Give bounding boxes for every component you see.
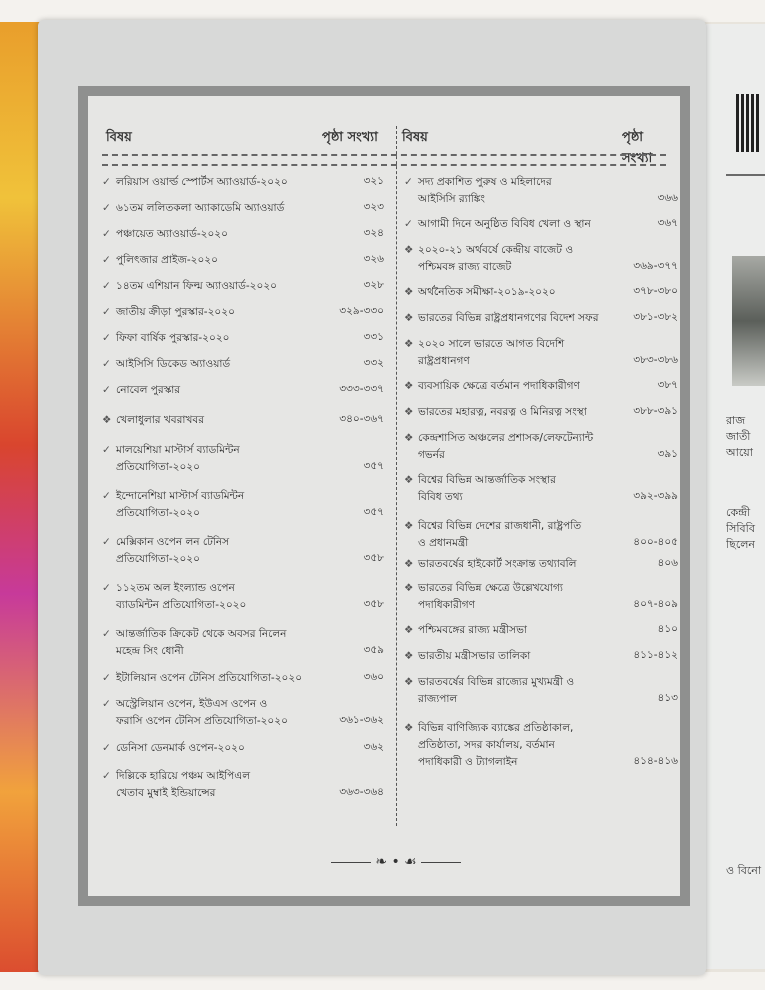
toc-entry bbox=[102, 740, 245, 757]
toc-entry-title: কেন্দ্রশাসিত অঞ্চলের প্রশাসক/লেফটেন্যান্ট bbox=[418, 432, 594, 444]
toc-page-number: ৩৬৩-৩৬৪ bbox=[339, 786, 384, 798]
toc-entry-title: ভারতের বিভিন্ন ক্ষেত্রে উল্লেখযোগ্য bbox=[418, 582, 563, 594]
toc-page-number: ৩৬১-৩৬২ bbox=[339, 714, 384, 726]
toc-page-number: ৩২৪ bbox=[363, 227, 384, 239]
diamond-bullet-icon: ❖ bbox=[404, 244, 414, 256]
toc-page-number: ৩৮৭ bbox=[657, 379, 678, 391]
toc-entry-title: পশ্চিমবঙ্গের রাজ্য মন্ত্রীসভা bbox=[418, 624, 527, 636]
diamond-bullet-icon: ❖ bbox=[404, 624, 414, 636]
toc-page-number: ৩৬২ bbox=[363, 741, 384, 753]
fragment-text: আয়ো bbox=[726, 446, 753, 459]
toc-entry bbox=[102, 580, 246, 614]
check-bullet-icon: ✓ bbox=[102, 628, 111, 640]
contents-frame bbox=[78, 86, 690, 906]
header-right-subject: বিষয় bbox=[402, 130, 428, 145]
toc-page-number: ৩২৬ bbox=[363, 253, 384, 265]
toc-page-number: ৩৪০-৩৬৭ bbox=[339, 413, 384, 425]
toc-entry bbox=[404, 720, 573, 771]
toc-page-number: ৩৬৯-৩৭৭ bbox=[633, 260, 678, 272]
diamond-bullet-icon: ❖ bbox=[102, 414, 112, 426]
toc-entry bbox=[404, 648, 530, 665]
toc-entry bbox=[404, 378, 580, 395]
check-bullet-icon: ✓ bbox=[102, 384, 111, 396]
toc-entry-title: প্রতিযোগিতা-২০২০ bbox=[116, 461, 200, 473]
ornament-glyph: ❧ • ☙ bbox=[375, 854, 417, 870]
adjacent-page-photo bbox=[732, 256, 765, 386]
toc-page-number: ৪১৪-৪১৬ bbox=[633, 755, 678, 767]
diamond-bullet-icon: ❖ bbox=[404, 338, 414, 350]
adjacent-page bbox=[706, 24, 765, 969]
diamond-bullet-icon: ❖ bbox=[404, 286, 414, 298]
toc-entry-title: ডেনিসা ডেনমার্ক ওপেন-২০২০ bbox=[116, 742, 245, 754]
toc-entry-title: ভারতবর্ষের বিভিন্ন রাজ্যের মুখ্যমন্ত্রী ও bbox=[418, 676, 575, 688]
check-bullet-icon: ✓ bbox=[404, 176, 413, 188]
diamond-bullet-icon: ❖ bbox=[404, 312, 414, 324]
toc-entry-title: পদাধিকারী ও ট্যাগলাইন bbox=[418, 756, 518, 768]
ornament bbox=[326, 854, 466, 870]
header-left-subject: বিষয় bbox=[106, 130, 132, 145]
check-bullet-icon: ✓ bbox=[102, 536, 111, 548]
fragment-text: সিবিবি bbox=[726, 522, 755, 535]
header-left-page: পৃষ্ঠা সংখ্যা bbox=[322, 130, 378, 145]
header-right-page: পৃষ্ঠা সংখ্যা bbox=[622, 130, 653, 166]
toc-entry-title: বিভিন্ন বাণিজ্যিক ব্যাঙ্কের প্রতিষ্ঠাকাল, bbox=[418, 722, 574, 734]
toc-entry-title: পুলিৎজার প্রাইজ-২০২০ bbox=[116, 254, 218, 266]
toc-page-number: ৩৩৩-৩৩৭ bbox=[339, 383, 384, 395]
toc-page-number: ৩৫৭ bbox=[363, 460, 384, 472]
toc-entry bbox=[404, 284, 556, 301]
toc-entry-title: ব্যাডমিন্টন প্রতিযোগিতা-২০২০ bbox=[116, 599, 247, 611]
toc-entry bbox=[404, 242, 573, 276]
toc-entry-title: ভারতের বিভিন্ন রাষ্ট্রপ্রধানগণের বিদেশ সফর bbox=[418, 312, 599, 324]
toc-entry bbox=[404, 622, 527, 639]
diamond-bullet-icon: ❖ bbox=[404, 520, 414, 532]
toc-entry-title: মহেন্দ্র সিং ধোনী bbox=[116, 645, 184, 657]
fragment-text: কেন্দ্রী bbox=[726, 506, 751, 519]
diamond-bullet-icon: ❖ bbox=[404, 650, 414, 662]
toc-entry bbox=[404, 216, 591, 233]
toc-entry-title: ও প্রধানমন্ত্রী bbox=[418, 537, 469, 549]
toc-entry-title: ১৪তম এশিয়ান ফিল্ম অ্যাওয়ার্ড-২০২০ bbox=[116, 280, 277, 292]
toc-entry bbox=[102, 534, 229, 568]
toc-entry-title: দিল্লিকে হারিয়ে পঞ্চম আইপিএল bbox=[116, 770, 251, 782]
toc-page-number: ৩৯২-৩৯৯ bbox=[633, 490, 678, 502]
toc-entry bbox=[404, 430, 593, 464]
toc-page-number: ৩৩১ bbox=[363, 331, 384, 343]
toc-entry-title: ভারতের মহারত্ন, নবরত্ন ও মিনিরত্ন সংস্থা bbox=[418, 406, 587, 418]
toc-page-number: ৪০৬ bbox=[657, 557, 678, 569]
check-bullet-icon: ✓ bbox=[102, 280, 111, 292]
toc-entry bbox=[404, 580, 563, 614]
toc-entry-title: পঞ্চায়েত অ্যাওয়ার্ড-২০২০ bbox=[116, 228, 228, 240]
toc-entry bbox=[102, 442, 240, 476]
toc-page-number: ৩৫৮ bbox=[363, 598, 384, 610]
diamond-bullet-icon: ❖ bbox=[404, 432, 414, 444]
toc-entry-title: প্রতিযোগিতা-২০২০ bbox=[116, 553, 200, 565]
column-divider bbox=[396, 126, 397, 826]
toc-entry bbox=[102, 768, 250, 802]
toc-entry-title: বিশ্বের বিভিন্ন দেশের রাজধানী, রাষ্ট্রপতি bbox=[418, 520, 582, 532]
ornament-rule bbox=[331, 862, 371, 863]
check-bullet-icon: ✓ bbox=[102, 698, 111, 710]
toc-page-number: ৩৫৭ bbox=[363, 506, 384, 518]
toc-entry-title: ভারতবর্ষের হাইকোর্ট সংক্রান্ত তথ্যাবলি bbox=[418, 558, 577, 570]
toc-entry bbox=[102, 330, 229, 347]
toc-entry-title: প্রতিযোগিতা-২০২০ bbox=[116, 507, 200, 519]
check-bullet-icon: ✓ bbox=[102, 444, 111, 456]
toc-entry bbox=[102, 304, 235, 321]
toc-page-number: ৩৩২ bbox=[363, 357, 384, 369]
background-fabric bbox=[0, 0, 40, 990]
check-bullet-icon: ✓ bbox=[102, 176, 111, 188]
toc-entry bbox=[404, 518, 581, 552]
toc-entry bbox=[404, 556, 576, 573]
toc-entry-title: ৬১তম ললিতকলা অ্যাকাডেমি অ্যাওয়ার্ড bbox=[116, 202, 285, 214]
check-bullet-icon: ✓ bbox=[102, 332, 111, 344]
ornament-rule bbox=[421, 862, 461, 863]
toc-entry bbox=[404, 336, 564, 370]
toc-entry-title: বিবিধ তথ্য bbox=[418, 491, 463, 503]
toc-page-number: ৪০৭-৪০৯ bbox=[633, 598, 678, 610]
toc-entry-title: অর্থনৈতিক সমীক্ষা-২০১৯-২০২০ bbox=[418, 286, 556, 298]
toc-page-number: ৩৮৮-৩৯১ bbox=[633, 405, 678, 417]
toc-entry bbox=[404, 404, 587, 421]
toc-page-number: ৩২৯-৩৩০ bbox=[339, 305, 384, 317]
toc-page-number: ৪১৩ bbox=[657, 692, 678, 704]
toc-entry-title: লরিয়াস ওয়ার্ল্ড স্পোর্টস অ্যাওয়ার্ড-২০২০ bbox=[116, 176, 288, 188]
qr-code-fragment bbox=[736, 94, 760, 152]
check-bullet-icon: ✓ bbox=[102, 306, 111, 318]
fragment-text: রাজ bbox=[726, 414, 746, 427]
fragment-text: ছিলেন bbox=[726, 538, 755, 551]
toc-entry bbox=[102, 696, 288, 730]
check-bullet-icon: ✓ bbox=[102, 228, 111, 240]
toc-entry-title: জাতীয় ক্রীড়া পুরস্কার-২০২০ bbox=[116, 306, 235, 318]
toc-page-number: ৩৬৭ bbox=[657, 217, 678, 229]
toc-entry bbox=[102, 412, 204, 429]
toc-entry-title: খেতাব মুম্বাই ইন্ডিয়ান্সের bbox=[116, 787, 216, 799]
toc-entry-title: নোবেল পুরস্কার bbox=[116, 384, 181, 396]
check-bullet-icon: ✓ bbox=[102, 358, 111, 370]
toc-page-number: ৩২৮ bbox=[363, 279, 384, 291]
toc-entry-title: মালয়েশিয়া মাস্টার্স ব্যাডমিন্টন bbox=[116, 444, 240, 456]
toc-page-number: ৪১১-৪১২ bbox=[633, 649, 678, 661]
toc-entry-title: খেলাধুলার খবরাখবর bbox=[116, 414, 204, 426]
toc-entry-title: ১১২তম অল ইংল্যান্ড ওপেন bbox=[116, 582, 235, 594]
background-top bbox=[0, 0, 765, 22]
toc-entry bbox=[102, 174, 288, 191]
toc-entry-title: আইসিসি ডিকেড অ্যাওয়ার্ড bbox=[116, 358, 231, 370]
toc-entry-title: পশ্চিমবঙ্গ রাজ্য বাজেট bbox=[418, 261, 512, 273]
toc-page-number: ৩৬০ bbox=[363, 671, 384, 683]
toc-entry-title: ফিফা বার্ষিক পুরস্কার-২০২০ bbox=[116, 332, 230, 344]
toc-page-number: ৩৮৩-৩৮৬ bbox=[633, 354, 678, 366]
toc-entry-title: রাজ্যপাল bbox=[418, 693, 458, 705]
toc-page-number: ৪১০ bbox=[657, 623, 678, 635]
toc-page-number: ৩৬৬ bbox=[657, 192, 678, 204]
toc-entry-title: আইসিসি র‍্যাঙ্কিং bbox=[418, 193, 485, 205]
toc-entry bbox=[102, 278, 277, 295]
header-rule bbox=[102, 154, 666, 166]
fragment-text: জাতী bbox=[726, 430, 751, 443]
diamond-bullet-icon: ❖ bbox=[404, 676, 414, 688]
toc-entry bbox=[102, 670, 302, 687]
toc-entry-title: আগামী দিনে অনুষ্ঠিত বিবিধ খেলা ও স্থান bbox=[418, 218, 591, 230]
toc-entry-title: বিশ্বের বিভিন্ন আন্তর্জাতিক সংস্থার bbox=[418, 474, 556, 486]
toc-entry bbox=[102, 626, 286, 660]
check-bullet-icon: ✓ bbox=[102, 672, 111, 684]
check-bullet-icon: ✓ bbox=[102, 582, 111, 594]
toc-entry bbox=[102, 356, 230, 373]
toc-entry bbox=[404, 310, 599, 327]
toc-entry bbox=[404, 472, 556, 506]
check-bullet-icon: ✓ bbox=[102, 770, 111, 782]
toc-page-number: ৩২১ bbox=[363, 175, 384, 187]
check-bullet-icon: ✓ bbox=[102, 202, 111, 214]
toc-entry-title: ভারতীয় মন্ত্রীসভার তালিকা bbox=[418, 650, 531, 662]
toc-entry-title: গভর্নর bbox=[418, 449, 445, 461]
diamond-bullet-icon: ❖ bbox=[404, 558, 414, 570]
toc-entry-title: ২০২০-২১ অর্থবর্ষে কেন্দ্রীয় বাজেট ও bbox=[418, 244, 574, 256]
toc-entry bbox=[102, 382, 180, 399]
toc-entry bbox=[102, 252, 218, 269]
toc-page-number: ৩২৩ bbox=[363, 201, 384, 213]
toc-page-number: ৩৭৮-৩৮০ bbox=[633, 285, 678, 297]
toc-page-number: ৪০০-৪০৫ bbox=[633, 536, 678, 548]
fragment-text: ও বিনো bbox=[726, 864, 762, 877]
check-bullet-icon: ✓ bbox=[102, 742, 111, 754]
toc-entry-title: ব্যবসায়িক ক্ষেত্রে বর্তমান পদাধিকারীগণ bbox=[418, 380, 580, 392]
toc-entry-title: অস্ট্রেলিয়ান ওপেন, ইউএস ওপেন ও bbox=[116, 698, 268, 710]
check-bullet-icon: ✓ bbox=[404, 218, 413, 230]
check-bullet-icon: ✓ bbox=[102, 490, 111, 502]
toc-entry-title: মেক্সিকান ওপেন লন টেনিস bbox=[116, 536, 230, 548]
toc-entry-title: ইটালিয়ান ওপেন টেনিস প্রতিযোগিতা-২০২০ bbox=[116, 672, 303, 684]
diamond-bullet-icon: ❖ bbox=[404, 582, 414, 594]
toc-entry-title: ২০২০ সালে ভারতে আগত বিদেশি bbox=[418, 338, 565, 350]
toc-entry-title: আন্তর্জাতিক ক্রিকেট থেকে অবসর নিলেন bbox=[116, 628, 287, 640]
toc-page-number: ৩৫৯ bbox=[363, 644, 384, 656]
toc-page-number: ৩৫৮ bbox=[363, 552, 384, 564]
diamond-bullet-icon: ❖ bbox=[404, 474, 414, 486]
toc-page-number: ৩৯১ bbox=[657, 448, 678, 460]
check-bullet-icon: ✓ bbox=[102, 254, 111, 266]
toc-entry-title: ইন্দোনেশিয়া মাস্টার্স ব্যাডমিন্টন bbox=[116, 490, 245, 502]
toc-entry-title: রাষ্ট্রপ্রধানগণ bbox=[418, 355, 470, 367]
toc-page-number: ৩৮১-৩৮২ bbox=[633, 311, 678, 323]
toc-entry-title: প্রতিষ্ঠাতা, সদর কার্যালয়, বর্তমান bbox=[418, 739, 555, 751]
diamond-bullet-icon: ❖ bbox=[404, 722, 414, 734]
divider-line bbox=[726, 174, 765, 176]
toc-entry-title: সদ্য প্রকাশিত পুরুষ ও মহিলাদের bbox=[418, 176, 552, 188]
diamond-bullet-icon: ❖ bbox=[404, 406, 414, 418]
toc-entry bbox=[404, 674, 574, 708]
toc-entry-title: পদাধিকারীগণ bbox=[418, 599, 475, 611]
toc-entry-title: ফরাসি ওপেন টেনিস প্রতিযোগিতা-২০২০ bbox=[116, 715, 288, 727]
contents-table bbox=[96, 104, 678, 888]
diamond-bullet-icon: ❖ bbox=[404, 380, 414, 392]
toc-entry bbox=[102, 488, 244, 522]
toc-entry bbox=[404, 174, 552, 208]
toc-entry bbox=[102, 226, 228, 243]
toc-entry bbox=[102, 200, 284, 217]
